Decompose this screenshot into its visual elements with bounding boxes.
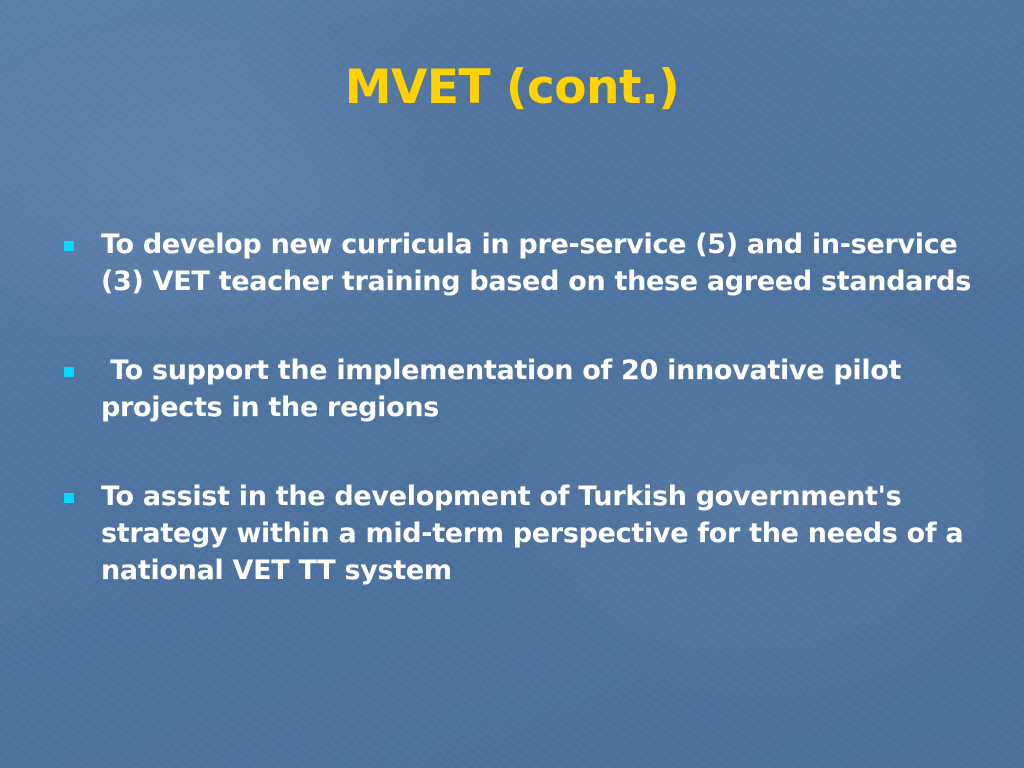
- bullet-text: To support the implementation of 20 innovative pilot projects in the regions: [101, 355, 911, 423]
- bullet-text: To develop new curricula in pre-service (5) and in-service (3) VET teacher training based on these agreed standards: [101, 229, 971, 297]
- bullet-text: To assist in the development of Turkish government's strategy within a mid-term perspective for the needs of a national VET TT system: [101, 481, 964, 586]
- square-bullet-icon: [64, 367, 74, 377]
- bullet-item: [0, 226, 971, 300]
- bullet-item: [0, 352, 971, 426]
- square-bullet-icon: [64, 241, 74, 251]
- bullet-item: [0, 478, 971, 589]
- square-bullet-icon: [64, 493, 74, 503]
- bullet-list: [0, 226, 1024, 641]
- slide-title: MVET (cont.): [344, 60, 680, 115]
